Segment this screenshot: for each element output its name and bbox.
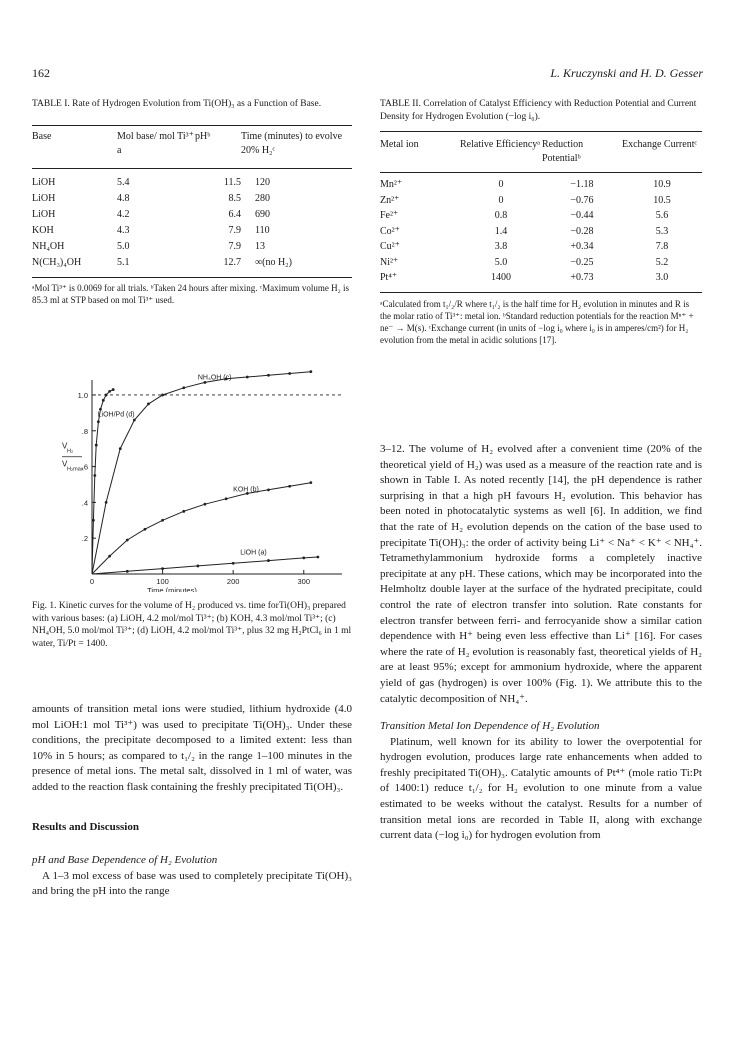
table-cell: 5.0 [494, 256, 508, 268]
y-axis-label-numerator: V [62, 441, 68, 451]
series-line [92, 372, 311, 574]
x-tick-label: 0 [89, 577, 95, 586]
table-cell: 280 [255, 192, 270, 204]
data-point [93, 474, 96, 477]
series-label: LiOH/Pd (d) [97, 411, 135, 419]
table-row [32, 191, 352, 207]
table-row [380, 193, 702, 209]
table-cell: Mn²⁺ [380, 179, 403, 190]
subsection-heading: pH and Base Dependence of H₂ Evolution [32, 854, 218, 867]
table-header: Reduction Potentialᵇ [542, 139, 584, 164]
table-cell: 7.8 [655, 241, 669, 252]
table-header: Base [32, 130, 52, 142]
table-cell: 10.9 [653, 179, 671, 190]
data-point [204, 503, 207, 506]
data-point [102, 399, 105, 402]
table-1-footnote: ᵃMol Ti³⁺ is 0.0069 for all trials. ᵇTaken 24 hours after mixing. ᶜMaximum volume H₂ is 85.3 ml at STP based on mol Ti³⁺ used. [32, 282, 349, 305]
data-point [288, 372, 291, 375]
table-cell: 13 [255, 240, 265, 252]
x-tick-label: 100 [156, 577, 169, 586]
data-point [161, 394, 164, 397]
figure-1 [32, 362, 352, 592]
table-row [32, 175, 352, 191]
table-header: Mol base/ mol Ti³⁺ a [117, 130, 194, 156]
kinetic-curves-chart [32, 362, 352, 592]
y-axis-label-numerator-sub: H₂ [67, 448, 74, 455]
table-cell: 5.3 [655, 225, 669, 237]
table-cell: 0.8 [494, 210, 508, 221]
x-tick-label: 200 [226, 577, 240, 586]
table-row [380, 239, 702, 255]
y-tick-label: .6 [81, 462, 88, 472]
table-cell: 5.2 [655, 256, 669, 268]
paragraph: amounts of transition metal ions were studied, lithium hydroxide (4.0 mol LiOH:1 mol Ti³⁺) was used to precipitate Ti(OH)₃. Under these conditions, the precipitate decomposed to a limited extent: less than 10% in 5 hours; as compared to t₁/₂ in the range 1–100 minutes in the presence of metal ions. The metal salt, dissolved in 1 ml of water, was added to the reaction flask containing the freshly precipitated Ti(OH)₃. [32, 703, 352, 793]
data-point [267, 374, 270, 377]
table-cell: N(CH₃)₄OH [32, 256, 82, 268]
data-point [225, 497, 228, 500]
paragraph: A 1–3 mol excess of base was used to completely precipitate Ti(OH)₃ and bring the pH into the range [32, 869, 352, 898]
data-point [105, 394, 108, 397]
data-point [108, 390, 111, 393]
table-cell: 6.4 [228, 208, 241, 220]
data-point [288, 485, 291, 488]
page-number: 162 [32, 66, 50, 80]
data-point [133, 419, 136, 422]
y-tick-label: .2 [81, 534, 88, 544]
data-point [126, 570, 129, 573]
table-cell: LiOH [32, 176, 56, 188]
x-tick-label: 300 [297, 577, 311, 586]
data-point [126, 539, 129, 542]
table-cell: 5.1 [117, 256, 130, 268]
table-cell: Zn²⁺ [380, 194, 400, 206]
figure-1-caption: Fig. 1. Kinetic curves for the volume of H₂ produced vs. time forTi(OH)₃ prepared with various bases: (a) LiOH, 4.2 mol/mol Ti³⁺; (b) KOH, 4.3 mol/mol Ti³⁺; (c) NH₄OH, 5.0 mol/mol Ti³⁺; (d) LiOH, 4.2 mol/mol Ti³⁺, plus 32 mg H₂PtCl₆ in 1 ml water, Ti/Pt = 1400. [32, 601, 352, 649]
table-cell: −1.18 [570, 179, 594, 190]
table-cell: 12.7 [223, 256, 241, 268]
table-row [380, 208, 702, 224]
table-1 [32, 130, 352, 158]
table-row [32, 207, 352, 223]
table-2-body [380, 177, 702, 286]
y-axis-label-denominator: V [62, 459, 68, 469]
table-header: Exchange Currentᶜ [622, 139, 698, 150]
table-cell: 4.3 [117, 224, 130, 236]
y-axis-label-denominator-sub: H₂max [67, 466, 84, 473]
y-tick-label: 1.0 [77, 390, 88, 400]
y-tick-label: .4 [81, 498, 88, 508]
data-point [267, 488, 270, 491]
table-cell: KOH [32, 224, 54, 236]
table-row [32, 223, 352, 239]
table-1-body [32, 175, 352, 271]
table-cell: Pt⁴⁺ [380, 272, 398, 283]
table-cell: 7.9 [228, 224, 241, 236]
table-row [380, 177, 702, 193]
table-cell: LiOH [32, 208, 56, 220]
table-row [380, 270, 702, 286]
series-label: NH₄OH (c) [197, 374, 232, 382]
table-cell: 8.5 [228, 192, 241, 204]
data-point [161, 567, 164, 570]
table-cell: Co²⁺ [380, 225, 400, 237]
right-column-text [380, 442, 702, 844]
data-point [316, 556, 319, 559]
paragraph: 3–12. The volume of H₂ evolved after a convenient time (20% of the theoretical yield of H₂) was used as a measure of the reaction rate and is shown in Table I. As noted recently [14], the pH dependence is rather surprising in that a high pH favours H₂ evolution. This behavior has been noted in photocatalytic systems as well [6]. In addition, we find that the rate of H₂ evolution depends on the cation of the base used to precipitate Ti(OH)₃: the order of activity being Li⁺ < Na⁺ < K⁺ < NH₄⁺. Tetramethylammonium hydroxide forms a completely inactive precipitate at any pH. These cations, which may be incorporated into the Helmholtz double layer at the surface of the hydrated precipitate, could control the rate of electron transfer into solution. Rate constants for electron transfer between ferri- and ferrocyanide show a similar cation dependence with H⁺ being even less effective than Li⁺ [16]. For cases where the rate of H₂ evolution is reasonably fast, theoretical yields of H₂ are at least 95%; except for ammonium hydroxide, where the apparent yield of gas (hydrogen) is over 100% (Fig. 1). We attribute this to the catalytic decomposition of NH₄⁺. [380, 443, 702, 705]
section-heading: Results and Discussion [32, 820, 139, 833]
table-cell: 7.9 [228, 240, 241, 252]
table-header: Time (minutes) to evolve 20% H₂ᶜ [241, 130, 343, 156]
table-1-caption: TABLE I. Rate of Hydrogen Evolution from Ti(OH)₃ as a Function of Base. [32, 99, 322, 109]
data-point [161, 519, 164, 522]
data-point [144, 528, 147, 531]
table-header: Metal ion [380, 139, 419, 150]
table-cell: 0 [498, 179, 504, 190]
data-point [196, 565, 199, 568]
data-point [105, 501, 108, 504]
table-cell: −0.25 [570, 256, 594, 268]
table-row [380, 255, 702, 271]
table-cell: Fe²⁺ [380, 210, 399, 221]
table-cell: 1.4 [494, 225, 508, 237]
table-cell: 5.0 [117, 240, 130, 252]
table-cell: 10.5 [653, 194, 671, 206]
data-point [147, 403, 150, 406]
table-cell: 3.0 [655, 272, 669, 283]
table-cell: −0.44 [570, 210, 594, 221]
data-point [119, 447, 122, 450]
data-point [108, 555, 111, 558]
table-cell: 0 [498, 194, 504, 206]
data-point [309, 481, 312, 484]
data-point [182, 386, 185, 389]
table-2 [380, 138, 702, 166]
table-cell: −0.76 [570, 194, 594, 206]
data-point [99, 408, 102, 411]
table-header-row [32, 130, 352, 158]
data-point [95, 444, 98, 447]
table-cell: LiOH [32, 192, 56, 204]
data-point [97, 420, 100, 423]
table-cell: 690 [255, 208, 270, 220]
running-header: L. Kruczynski and H. D. Gesser [550, 66, 703, 80]
table-cell: 5.4 [117, 176, 130, 188]
table-cell: −0.28 [570, 225, 594, 237]
table-row [380, 224, 702, 240]
data-point [267, 559, 270, 562]
table-cell: +0.73 [570, 272, 594, 283]
table-cell: 5.6 [655, 210, 669, 221]
table-cell: 120 [255, 176, 270, 188]
series-label: LiOH (a) [240, 549, 267, 557]
table-2-footnote: ᵃCalculated from t₁/₂/R where t₁/₂ is the half time for H₂ evolution in minutes and R is the molar ratio of Ti³⁺: metal ion. ᵇStandard reduction potentials for the reaction Mⁿ⁺ + ne⁻ → M(s). ᶜExchange current (in units of −log i₀ where i₀ is in amperes/cm²) for H₂ evolution from the metal in acidic solutions [17]. [380, 298, 694, 345]
table-header: pHᵇ [195, 130, 211, 142]
data-point [246, 376, 249, 379]
data-point [232, 562, 235, 565]
table-header-row [380, 138, 702, 166]
table-1-block [32, 98, 352, 306]
table-header: Relative Efficiencyᵃ [460, 139, 541, 150]
table-cell: NH₄OH [32, 240, 65, 252]
left-column-text [32, 702, 352, 900]
series-line [92, 557, 318, 574]
table-row [32, 255, 352, 271]
table-cell: Ni²⁺ [380, 256, 399, 268]
table-cell: ∞(no H₂) [255, 256, 292, 268]
table-cell: 110 [255, 224, 270, 236]
x-axis-label: Time (minutes) [147, 586, 197, 592]
table-2-block [380, 98, 702, 346]
data-point [302, 556, 305, 559]
table-row [32, 239, 352, 255]
paragraph: Platinum, well known for its ability to lower the overpotential for hydrogen evolution, produces large rate enhancements when added to freshly precipitated Ti(OH)₃. Catalytic amounts of Pt⁴⁺ (mole ratio Ti:Pt of 1400:1) reduce t₁/₂ for H₂ evolution to one minute from a value estimated to be weeks without the catalyst. Results for a number of transition metal ions are recorded in Table II, along with exchange current data (−log i₀) for hydrogen evolution from [380, 735, 702, 842]
y-tick-label: .8 [81, 426, 88, 436]
data-point [182, 510, 185, 513]
table-cell: 1400 [491, 272, 511, 283]
data-point [112, 388, 115, 391]
table-cell: +0.34 [570, 241, 594, 252]
table-2-caption: TABLE II. Correlation of Catalyst Efficiency with Reduction Potential and Current Density for Hydrogen Evolution (−log i₀). [380, 99, 697, 122]
table-cell: 4.2 [117, 208, 130, 220]
data-point [92, 519, 95, 522]
table-cell: 11.5 [223, 176, 241, 188]
table-cell: 3.8 [494, 241, 508, 252]
series-label: KOH (b) [233, 486, 259, 494]
data-point [309, 370, 312, 373]
table-cell: Cu²⁺ [380, 241, 400, 252]
table-cell: 4.8 [117, 192, 130, 204]
subsection-heading: Transition Metal Ion Dependence of H₂ Evolution [380, 720, 600, 733]
